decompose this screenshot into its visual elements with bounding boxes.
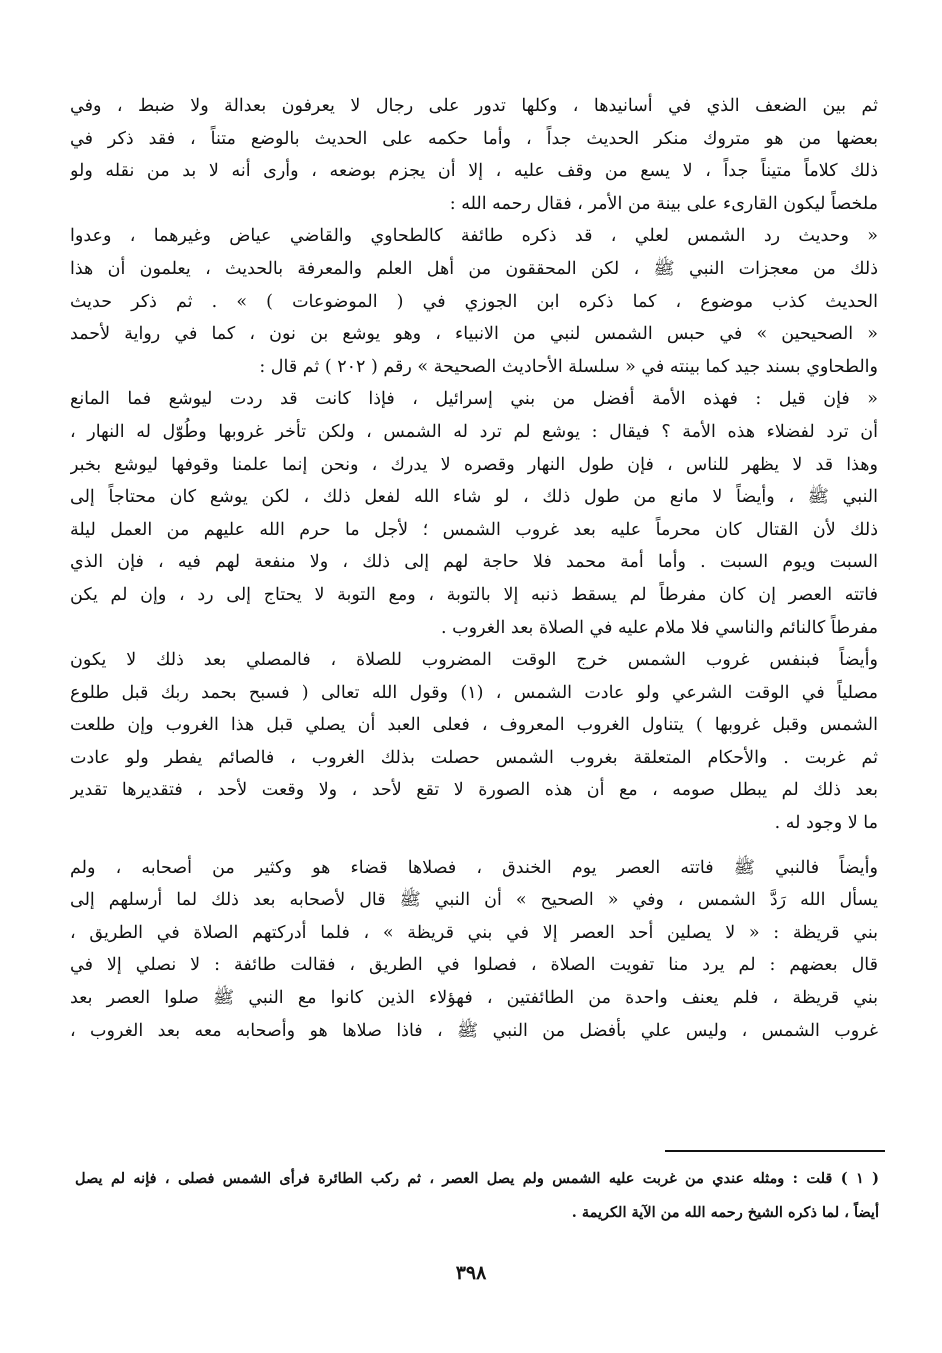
text-line: « وحديث رد الشمس لعلي ، قد ذكره طائفة كالطحاوي والقاضي عياض وغيرهما ، وعدوا (70, 226, 878, 247)
text-line: مصلياً في الوقت الشرعي ولو عادت الشمس ، (١) وقول الله تعالى ( فسبح بحمد ربك قبل طلوع (70, 682, 878, 703)
text-line: السبت ويوم السبت . وأما أمة محمد فلا حاجة لهم إلى ذلك ، ولا منفعة لهم فيه ، فإن الذي (70, 552, 878, 573)
text-line: « فإن قيل : فهذه الأمة أفضل من بني إسرائيل ، فإذا كانت قد ردت ليوشع فما المانع (70, 389, 878, 410)
text-line: وأيضاً فالنبي ﷺ فاتته العصر يوم الخندق ، فصلاها قضاء هو وكثير من أصحابه ، ولم (70, 857, 878, 878)
text-line: بني قريظة ، فلم يعنف واحدة من الطائفتين ، فهؤلاء الذين كانوا مع النبي ﷺ صلوا العصر بعد (70, 988, 878, 1009)
text-line: فاتته العصر إن كان مفرطاً لم يسقط ذنبه إلا بالتوبة ، ومع التوبة لا يحتاج إلى رد ، وإن لم يكن (70, 584, 878, 605)
paragraph-3 (70, 383, 878, 644)
footnote-line: أيضاً ، لما ذكره الشيخ رحمه الله من الآية الكريمة . (571, 1204, 879, 1221)
text-line: النبي ﷺ ، وأيضاً لا مانع من طول ذلك ، لو شاء الله لفعل ذلك ، لكن يوشع كان محتاجاً إلى (70, 487, 878, 508)
text-line: ثم بين الضعف الذي في أسانيدها ، وكلها تدور على رجال لا يعرفون بعدالة ولا ضبط ، وفي (70, 96, 878, 116)
text-line: بعضها من هو متروك منكر الحديث جداً ، وأما حكمه على الحديث بالوضع متناً ، فقد ذكر في (70, 128, 878, 149)
text-line: ذلك كلاماً متيناً جداً ، لا يسع من وقف عليه ، إلا أن يجزم بوضعه ، وأرى أنه لا بد من نقله ولو (70, 161, 878, 182)
text-line: بني قريظة : « لا يصلين أحد العصر إلا في بني قريظة » ، فلما أدركتهم الصلاة في الطريق ، (70, 922, 878, 943)
paragraph-5 (70, 852, 878, 1048)
footnote-separator (665, 1150, 885, 1152)
text-line: بعد ذلك لم يبطل صومه ، مع أن هذه الصورة لا تقع لأحد ، ولا وقعت لأحد ، فتقديرها تقدير (70, 780, 878, 801)
text-line: « الصحيحين » في حبس الشمس لنبي من الانبياء ، وهو يوشع بن نون ، كما في رواية لأحمد (70, 324, 878, 345)
footnote (75, 1162, 879, 1230)
text-line: قال بعضهم : لم يرد منا تفويت الصلاة ، فصلوا في الطريق ، فقالت طائفة : لا نصلي إلا في (70, 955, 878, 976)
text-line: ذلك لأن القتال كان محرماً عليه بعد غروب الشمس ؛ لأجل ما حرم الله عليهم من العمل ليلة (70, 519, 878, 540)
text-line: ما لا وجود له . (774, 813, 878, 834)
text-line: أن ترد لفضلاء هذه الأمة ؟ فيقال : يوشع لم ترد له الشمس ، ولكن تأخر غروبها وطُوّل له النهار ، (70, 421, 878, 442)
text-line: الشمس وقبل غروبها ) يتناول الغروب المعروف ، فعلى العبد أن يصلي قبل هذا الغروب وإن طلعت (70, 715, 878, 736)
paragraph-2 (70, 220, 878, 383)
text-line: ملخصاً ليكون القارىء على بينة من الأمر ، فقال رحمه الله : (449, 193, 878, 214)
text-line: وأيضاً فبنفس غروب الشمس خرج الوقت المضروب للصلاة ، فالمصلي بعد ذلك لا يكون (70, 650, 878, 671)
text-line: ثم غربت . والأحكام المتعلقة بغروب الشمس حصلت بذلك الغروب ، فالصائم يفطر ولو عادت (70, 747, 878, 768)
paragraph-4 (70, 644, 878, 840)
main-text-block (70, 90, 878, 1047)
text-line: والطحاوي بسند جيد كما بينته في « سلسلة الأحاديث الصحيحة » رقم ( ٢٠٢ ) ثم قال : (259, 356, 878, 377)
text-line: مفرطاً كالنائم والناسي فلا ملام عليه في الصلاة بعد الغروب . (441, 617, 878, 638)
text-line: وهذا قد لا يظهر للناس ، فإن طول النهار وقصره لا يدرك ، ونحن إنما علمنا وقوفها ليوشع بخبر (70, 454, 878, 475)
text-line: غروب الشمس ، وليس علي بأفضل من النبي ﷺ ، فاذا صلاها هو وأصحابه معه بعد الغروب ، (70, 1020, 878, 1041)
text-line: الحديث كذب موضوع ، كما ذكره ابن الجوزي في ( الموضوعات ) » . ثم ذكر حديث (70, 291, 878, 312)
text-line: ذلك من معجزات النبي ﷺ ، لكن المحققون من أهل العلم والمعرفة بالحديث ، يعلمون أن هذا (70, 258, 878, 279)
paragraph-1 (70, 90, 878, 220)
page-number: ٣٩٨ (455, 1262, 487, 1284)
footnote-line: ( ١ ) قلت : ومثله عندي من غربت عليه الشمس ولم يصل العصر ، ثم ركب الطائرة فرأى الشمس فصلى ، فإنه لم يصل (75, 1170, 879, 1187)
paragraph-spacer (70, 840, 878, 852)
text-line: يسأل الله رَدَّ الشمس ، وفي « الصحيح » أن النبي ﷺ قال لأصحابه بعد ذلك لما أرسلهم إلى (70, 890, 878, 911)
